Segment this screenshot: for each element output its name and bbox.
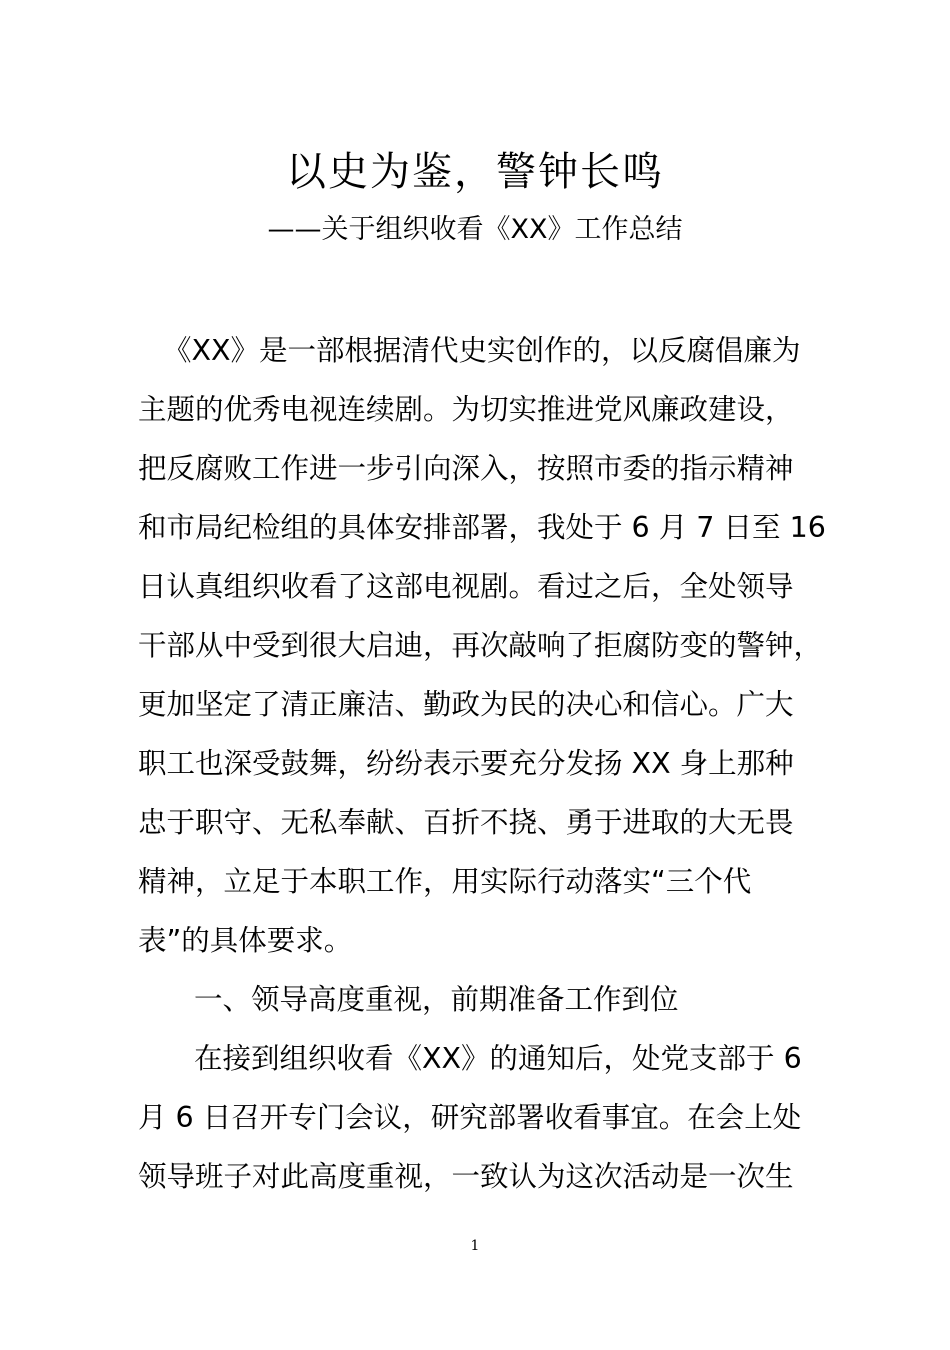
paragraph-line: 在接到组织收看《XX》的通知后，处党支部于 6 — [194, 1042, 802, 1075]
paragraph-line: 职工也深受鼓舞，纷纷表示要充分发扬 XX 身上那种 — [138, 747, 794, 780]
page-number: 1 — [470, 1238, 480, 1254]
document-subtitle: ——关于组织收看《XX》工作总结 — [267, 214, 683, 245]
document-title: 以史为鉴，警钟长鸣 — [286, 149, 664, 195]
paragraph-line: 《XX》是一部根据清代史实创作的，以反腐倡廉为 — [163, 334, 801, 367]
paragraph-line: 领导班子对此高度重视，一致认为这次活动是一次生 — [138, 1160, 794, 1193]
paragraph-line: 表”的具体要求。 — [138, 924, 353, 957]
section-heading: 一、领导高度重视，前期准备工作到位 — [194, 983, 679, 1016]
paragraph-line: 日认真组织收看了这部电视剧。看过之后，全处领导 — [138, 570, 794, 603]
paragraph-line: 忠于职守、无私奉献、百折不挠、勇于进取的大无畏 — [138, 806, 794, 839]
paragraph-line: 把反腐败工作进一步引向深入，按照市委的指示精神 — [138, 452, 794, 485]
paragraph-line: 月 6 日召开专门会议，研究部署收看事宜。在会上处 — [138, 1101, 802, 1134]
paragraph-line: 和市局纪检组的具体安排部署，我处于 6 月 7 日至 16 — [138, 511, 826, 544]
paragraph-line: 主题的优秀电视连续剧。为切实推进党风廉政建设， — [138, 393, 794, 426]
paragraph-line: 精神，立足于本职工作，用实际行动落实“三个代 — [138, 865, 752, 898]
paragraph-line: 干部从中受到很大启迪，再次敲响了拒腐防变的警钟， — [138, 629, 823, 662]
paragraph-line: 更加坚定了清正廉洁、勤政为民的决心和信心。广大 — [138, 688, 794, 721]
